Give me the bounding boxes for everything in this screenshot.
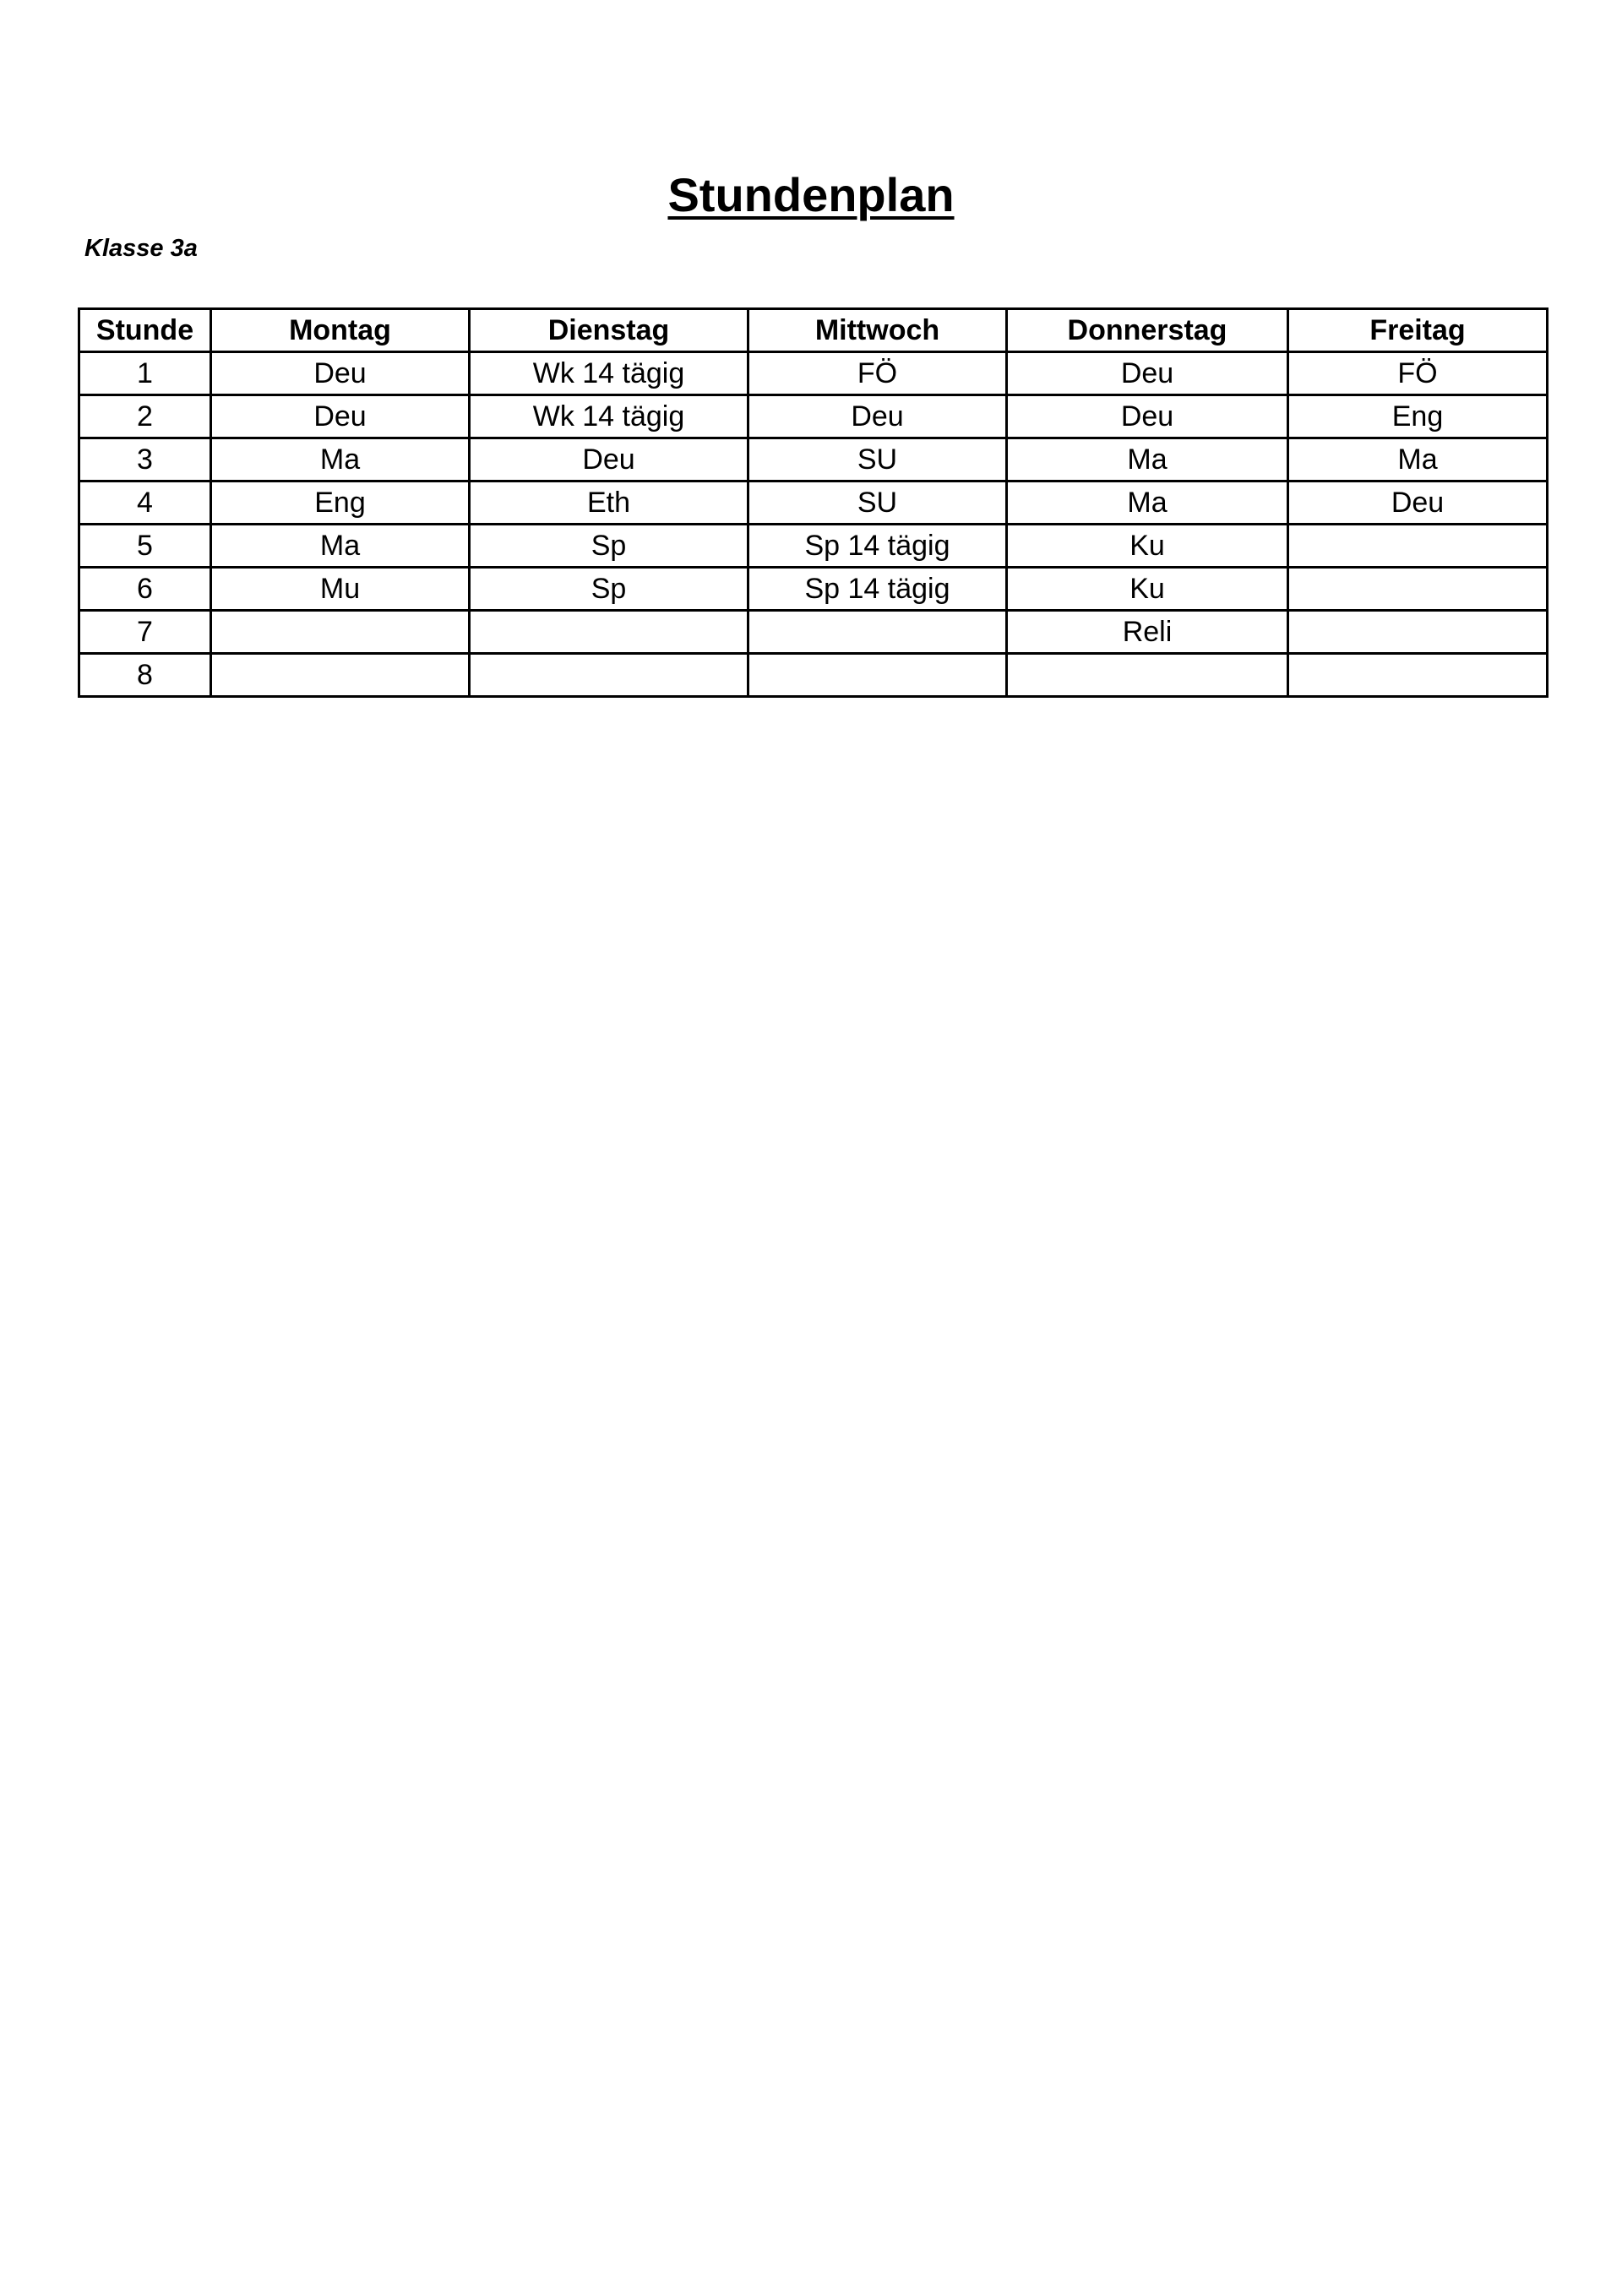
cell-donnerstag: Deu <box>1007 352 1288 395</box>
header-donnerstag: Donnerstag <box>1007 309 1288 352</box>
cell-donnerstag: Reli <box>1007 611 1288 654</box>
cell-mittwoch: Sp 14 tägig <box>748 525 1007 568</box>
table-row <box>79 525 1548 568</box>
timetable <box>78 307 1549 698</box>
cell-freitag <box>1288 568 1548 611</box>
table-row <box>79 654 1548 697</box>
header-mittwoch: Mittwoch <box>748 309 1007 352</box>
cell-freitag <box>1288 654 1548 697</box>
cell-mittwoch: Sp 14 tägig <box>748 568 1007 611</box>
page-title: Stundenplan <box>667 168 955 221</box>
header-montag: Montag <box>211 309 470 352</box>
table-header-row <box>79 309 1548 352</box>
table-row <box>79 611 1548 654</box>
cell-stunde: 7 <box>79 611 211 654</box>
cell-mittwoch: Deu <box>748 395 1007 438</box>
cell-stunde: 1 <box>79 352 211 395</box>
cell-stunde: 2 <box>79 395 211 438</box>
class-label: Klasse 3a <box>84 235 198 262</box>
cell-dienstag <box>470 654 748 697</box>
cell-stunde: 5 <box>79 525 211 568</box>
table-row <box>79 395 1548 438</box>
cell-dienstag: Wk 14 tägig <box>470 352 748 395</box>
cell-stunde: 4 <box>79 482 211 525</box>
cell-donnerstag: Ma <box>1007 438 1288 482</box>
table-row <box>79 568 1548 611</box>
cell-montag: Ma <box>211 525 470 568</box>
cell-mittwoch <box>748 611 1007 654</box>
cell-freitag: Eng <box>1288 395 1548 438</box>
cell-montag: Eng <box>211 482 470 525</box>
header-freitag: Freitag <box>1288 309 1548 352</box>
cell-mittwoch <box>748 654 1007 697</box>
cell-donnerstag: Ku <box>1007 568 1288 611</box>
cell-donnerstag: Ku <box>1007 525 1288 568</box>
cell-stunde: 8 <box>79 654 211 697</box>
cell-montag <box>211 611 470 654</box>
cell-dienstag: Wk 14 tägig <box>470 395 748 438</box>
cell-donnerstag <box>1007 654 1288 697</box>
cell-stunde: 3 <box>79 438 211 482</box>
cell-dienstag <box>470 611 748 654</box>
cell-dienstag: Sp <box>470 525 748 568</box>
cell-stunde: 6 <box>79 568 211 611</box>
cell-mittwoch: FÖ <box>748 352 1007 395</box>
cell-mittwoch: SU <box>748 482 1007 525</box>
cell-freitag <box>1288 611 1548 654</box>
cell-freitag: FÖ <box>1288 352 1548 395</box>
table-row <box>79 438 1548 482</box>
cell-donnerstag: Ma <box>1007 482 1288 525</box>
cell-montag: Deu <box>211 352 470 395</box>
header-dienstag: Dienstag <box>470 309 748 352</box>
cell-donnerstag: Deu <box>1007 395 1288 438</box>
table-row <box>79 482 1548 525</box>
cell-freitag <box>1288 525 1548 568</box>
cell-montag: Deu <box>211 395 470 438</box>
cell-freitag: Ma <box>1288 438 1548 482</box>
cell-dienstag: Sp <box>470 568 748 611</box>
cell-montag <box>211 654 470 697</box>
header-stunde: Stunde <box>79 309 211 352</box>
cell-mittwoch: SU <box>748 438 1007 482</box>
cell-montag: Ma <box>211 438 470 482</box>
table-row <box>79 352 1548 395</box>
cell-dienstag: Deu <box>470 438 748 482</box>
cell-dienstag: Eth <box>470 482 748 525</box>
cell-freitag: Deu <box>1288 482 1548 525</box>
cell-montag: Mu <box>211 568 470 611</box>
